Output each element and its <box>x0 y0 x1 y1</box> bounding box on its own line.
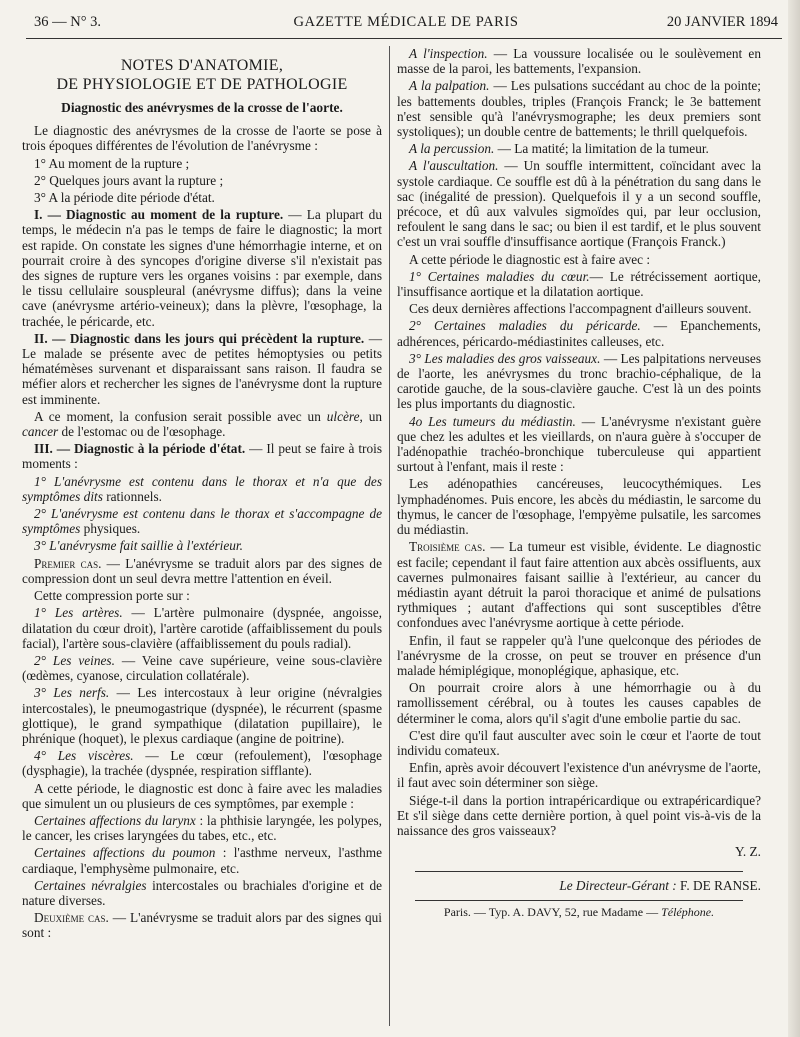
page-edge <box>788 0 800 1037</box>
vessels-label: 3° Les maladies des gros vaisseaux. <box>409 350 601 366</box>
nerves-paragraph <box>22 685 382 746</box>
period-2-intro: A cette période le diagnostic est à faire avec : <box>409 251 651 267</box>
column-divider <box>389 46 390 1026</box>
larynx-paragraph <box>22 813 382 843</box>
cancer-word: cancer <box>22 424 59 440</box>
larynx-label: Certaines affections du larynx <box>34 812 196 828</box>
pericardium-label: 2° Certaines maladies du péricarde. <box>409 318 641 334</box>
palpation-label: A la palpation. <box>409 78 490 94</box>
epoch-2: 2° Quelques jours avant la rupture ; <box>34 172 224 188</box>
epoch-1: 1° Au moment de la rupture ; <box>34 155 190 171</box>
section-3-paragraph <box>22 441 382 471</box>
inspection-label: A l'inspection. <box>409 46 488 61</box>
arteries-paragraph <box>22 605 382 651</box>
third-case-text: — La tumeur est visible, évidente. Le diagnostic est facile; cependant il faut faire attention aux abcès ossifluents, aux cavernes pulmonaires faisant saillie à l'extérieur, au cancer du médiastin ayant détruit la paroi thoracique et animé de pulsations rythmiques ; autant d'affections qui sont susceptibles d'être confondues avec l'anévrysme aortique à cette période. <box>397 539 761 631</box>
author-signature: Y. Z. <box>735 844 761 860</box>
section-3-heading: III. — Diagnostic à la période d'état. <box>34 441 246 457</box>
first-case-text: — L'anévrysme se traduit alors par des signes de compression dont un seul devra mettre l'attention en éveil. <box>22 555 382 586</box>
percussion-paragraph <box>397 141 761 156</box>
mediastinum-text: — L'anévrysme n'existant guère que chez les adultes et les vieillards, on n'aura guère à s'occuper de l'adénopathie trachéo-bronchique tuberculeuse qui appartient surtout à l'enfant, mais il reste : <box>397 413 761 475</box>
neuralgia-text: intercostales ou brachiales d'origine et de nature diverses. <box>22 877 383 908</box>
siege-paragraph: Siége-t-il dans la portion intrapéricardique ou extrapéricardique? Et s'il siège dans cette dernière portion, à quel point vis-à-vis de la naissance des gros vaisseaux? <box>397 792 761 838</box>
auscultation-text: — Un souffle intermittent, coïncidant avec la systole cardiaque. Ce souffle est dû à la pénétration du sang dans le sac (inégalité de pression). Quelquefois il y a un second souffle, précoce, et dû aux valvules sigmoïdes qui, par leur occlusion, refoulent le sang dans le sac; ou bien il est tardif, et le plus souvent c'est un vrai souffle d'insuffisance aortique (François Franck.) <box>397 158 761 250</box>
adenopathies-paragraph: Les adénopathies cancéreuses, leucocythémiques. Les lymphadénomes. Puis encore, les abcès du médiastin, le sarcome du thymus, le cancer de l'œsophage, l'empyème pulsatile, les sarcomes du médiastin. <box>397 476 761 538</box>
lung-label: Certaines affections du poumon <box>34 845 216 861</box>
viscera-text: — Le cœur (refoulement), l'œsophage (dysphagie), la trachée (dyspnée, respiration sifflante). <box>22 748 382 779</box>
third-case-paragraph <box>397 539 761 630</box>
enfin-paragraph-2: Enfin, après avoir découvert l'existence d'un anévrysme de l'aorte, il faut avec soin déterminer son siège. <box>397 760 761 791</box>
first-case-label: Premier cas. <box>34 555 102 571</box>
article-subtitle: Diagnostic des anévrysmes de la crosse de l'aorte. <box>61 100 343 115</box>
moment-2 <box>22 506 382 536</box>
inspection-text: — La voussure localisée ou le soulèvement en masse de la paroi, les battements, l'expansion. <box>397 46 761 77</box>
director-line <box>397 878 761 893</box>
inspection-paragraph <box>397 46 761 76</box>
neuralgia-paragraph <box>22 878 382 908</box>
palpation-paragraph <box>397 78 761 139</box>
first-case-paragraph <box>22 556 382 586</box>
moment-3-italic: 3° L'anévrysme fait saillie à l'extérieur. <box>34 538 243 554</box>
mediastinum-label: 4o Les tumeurs du médiastin. <box>409 413 576 429</box>
enfin-paragraph-1: Enfin, il faut se rappeler qu'à l'une quelconque des périodes de l'anévrysme de la crosse, on peut se trouver en présence d'un malade hémiplégique, monoplégique, aphasique, etc. <box>397 632 761 678</box>
auscultation-label: A l'auscultation. <box>409 158 499 174</box>
lung-text: : l'asthme nerveux, l'asthme cardiaque, l'emphysème pulmonaire, etc. <box>22 845 382 876</box>
compression-intro: Cette compression porte sur : <box>34 588 190 604</box>
section-3-text: — Il peut se faire à trois moments : <box>22 441 382 472</box>
running-header <box>34 12 778 34</box>
intro-paragraph: Le diagnostic des anévrysmes de la crosse de l'aorte se pose à trois époques différentes de l'évolution de l'anévrysme : <box>22 123 382 154</box>
veins-label: 2° Les veines. <box>34 652 115 668</box>
confusion-text-3: de l'estomac ou de l'œsophage. <box>58 424 226 440</box>
nerves-label: 3° Les nerfs. <box>34 685 110 701</box>
moment-1 <box>22 474 382 504</box>
veins-text: — Veine cave supérieure, veine sous-clavière (œdèmes, cyanose, circulation collatérale). <box>22 652 382 684</box>
right-column <box>397 46 761 920</box>
second-case-text: — L'anévrysme se traduit alors par des signes qui sont : <box>22 910 382 941</box>
footer-rule-bottom <box>415 900 743 901</box>
percussion-text: — La matité; la limitation de la tumeur. <box>494 141 709 157</box>
section-1-paragraph <box>22 207 382 329</box>
director-label: Le Directeur-Gérant : <box>559 878 681 894</box>
section-1-text: — La plupart du temps, le médecin n'a pas le temps de faire le diagnostic; la mort est rapide. On constate les signes d'une hémorrhagie interne, et on pourrait croire à des syncopes d'origine diverse s'il n'existait pas des signes de rupture vers les organes voisins : par exemple, dans le tissu cellulaire souspleural (anévrysme diffus); dans la veine cave (anévrysme artério-veineux); dans la plèvre, l'œsophage, la trachée, le péricarde, etc. <box>22 207 382 329</box>
pericardium-paragraph <box>397 318 761 348</box>
percussion-label: A la percussion. <box>409 141 495 157</box>
section-1-heading: I. — Diagnostic au moment de la rupture. <box>34 207 284 223</box>
veins-paragraph <box>22 653 382 683</box>
printer-text: Paris. — Typ. A. DAVY, 52, rue Madame — <box>443 904 662 919</box>
moment-1-rest: rationnels. <box>102 488 162 504</box>
confusion-paragraph <box>22 409 382 439</box>
heading-line-1: NOTES D'ANATOMIE, <box>120 57 284 74</box>
mediastinum-paragraph <box>397 414 761 475</box>
period-paragraph: A cette période, le diagnostic est donc à faire avec les maladies que simulent un ou plusieurs de ces symptômes, par exemple : <box>22 780 382 811</box>
page-issue-number: 36 — N° 3. <box>34 14 102 30</box>
lung-paragraph <box>22 845 382 875</box>
palpation-text: — Les pulsations succédant au choc de la pointe; les battements doubles, triples (François Franck; le 3e battement n'est sensible qu'à l'anévrysmographe; les deux premiers sont systoliques); un double centre de battements; le thrill quelquefois. <box>397 78 762 140</box>
viscera-paragraph <box>22 748 382 778</box>
ulcere-word: ulcère <box>326 408 360 424</box>
moment-2-italic: 2° L'anévrysme est contenu dans le thorax et s'accompagne de symptômes <box>22 506 382 537</box>
larynx-text: : la phthisie laryngée, les polypes, le cancer, les crises laryngées du tabes, etc., etc. <box>22 812 382 844</box>
ramollissement-paragraph: On pourrait croire alors à une hémorrhagie ou à du ramollissement cérébral, ou à toutes les causes capables de déterminer le coma, alors qu'il s'agit d'une embolie partie du sac. <box>397 680 761 726</box>
section-2-text: — Le malade se présente avec de petites hémoptysies ou petits hématémèses survenant et disparaissant sans raison. Il faudra se méfier alors et rechercher les signes de l'anévrysme dont la rupture est imminente. <box>22 330 382 407</box>
third-case-label: Troisième cas. <box>409 539 486 555</box>
viscera-label: 4° Les viscères. <box>34 748 134 764</box>
ausculter-paragraph: C'est dire qu'il faut ausculter avec soin le cœur et l'aorte de tout individu comateux. <box>397 727 761 758</box>
heading-line-2: DE PHYSIOLOGIE ET DE PATHOLOGIE <box>56 76 348 93</box>
moment-3 <box>22 538 382 553</box>
footer-rule-top <box>415 871 743 872</box>
heart-diseases-note: Ces deux dernières affections l'accompagnent d'ailleurs souvent. <box>409 301 752 317</box>
heart-diseases-text: — Le rétrécissement aortique, l'insuffisance aortique et la dilatation aortique. <box>397 268 761 300</box>
vessels-text: — Les palpitations nerveuses de l'aorte, les anévrysmes du tronc brachio-céphalique, de la carotide gauche, de la sous-clavière gauche. C'est là un des points les plus importants du diagnostic. <box>397 350 762 412</box>
article-heading <box>22 56 382 94</box>
second-case-paragraph <box>22 910 382 940</box>
nerves-text: — Les intercostaux à leur origine (névralgies intercostales), le pneumogastrique (dyspnée), le récurrent (spasme glottique), le grand sympathique (dilatation pupillaire), le phrénique (hoquet), le plexus cardiaque (angine de poitrine). <box>22 685 382 746</box>
printer-line <box>397 905 761 920</box>
auscultation-paragraph <box>397 158 761 249</box>
heart-diseases-label: 1° Certaines maladies du cœur. <box>409 268 590 284</box>
neuralgia-label: Certaines névralgies <box>34 877 147 893</box>
left-column <box>22 46 382 943</box>
moment-2-rest: physiques. <box>80 521 141 537</box>
confusion-text-1: A ce moment, la confusion serait possible avec un <box>34 408 327 424</box>
section-2-paragraph <box>22 331 382 407</box>
journal-title: GAZETTE MÉDICALE DE PARIS <box>293 14 519 30</box>
telephone-text: Téléphone. <box>661 904 715 919</box>
pericardium-text: — Epanchements, adhérences, péricardo-médiastinites calleuses, etc. <box>397 318 761 349</box>
section-2-heading: II. — Diagnostic dans les jours qui précèdent la rupture. <box>34 330 365 346</box>
second-case-label: Deuxième cas. <box>34 910 109 926</box>
heart-diseases-paragraph <box>397 269 761 299</box>
arteries-text: — L'artère pulmonaire (dyspnée, angoisse, dilatation du cœur droit), l'artère carotide (affaiblissement du pouls facial), l'artère sous-clavière (affaiblissement du pouls radial). <box>22 605 382 651</box>
arteries-label: 1° Les artères. <box>34 605 123 621</box>
moment-1-italic: 1° L'anévrysme est contenu dans le thorax et n'a que des symptômes dits <box>22 473 382 504</box>
confusion-text-2: , un <box>359 408 383 424</box>
epoch-3: 3° A la période dite période d'état. <box>34 190 215 206</box>
director-name: F. DE RANSE. <box>680 878 761 894</box>
header-rule <box>26 38 782 39</box>
vessels-paragraph <box>397 351 761 412</box>
issue-date: 20 JANVIER 1894 <box>666 14 778 30</box>
